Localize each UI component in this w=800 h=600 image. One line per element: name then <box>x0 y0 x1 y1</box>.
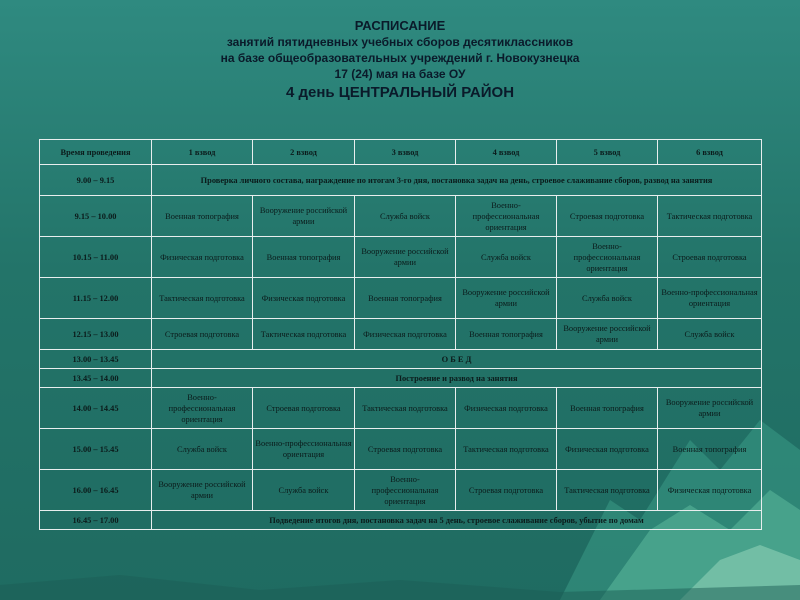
lesson-cell: Физическая подготовка <box>456 388 557 429</box>
lesson-cell: Вооружение российской армии <box>557 319 658 350</box>
lesson-cell: Строевая подготовка <box>557 196 658 237</box>
lesson-cell: Тактическая подготовка <box>253 319 355 350</box>
header-platoon-6: 6 взвод <box>658 140 762 165</box>
table-header-row <box>40 140 762 165</box>
header-platoon-2: 2 взвод <box>253 140 355 165</box>
table-row <box>40 278 762 319</box>
lesson-cell: Служба войск <box>557 278 658 319</box>
lesson-cell: Военная топография <box>253 237 355 278</box>
lesson-cell: Служба войск <box>456 237 557 278</box>
lesson-cell: Физическая подготовка <box>557 429 658 470</box>
lesson-cell: Вооружение российской армии <box>355 237 456 278</box>
lesson-cell: Строевая подготовка <box>355 429 456 470</box>
lesson-cell: Служба войск <box>658 319 762 350</box>
time-cell: 16.45 – 17.00 <box>40 511 152 530</box>
table-row <box>40 319 762 350</box>
lesson-cell: Военная топография <box>152 196 253 237</box>
header-platoon-3: 3 взвод <box>355 140 456 165</box>
time-cell: 11.15 – 12.00 <box>40 278 152 319</box>
lesson-cell: Физическая подготовка <box>658 470 762 511</box>
lesson-cell: Физическая подготовка <box>355 319 456 350</box>
table-row <box>40 350 762 369</box>
lesson-cell: Военно-профессиональная ориентация <box>557 237 658 278</box>
header-platoon-5: 5 взвод <box>557 140 658 165</box>
lesson-cell: Вооружение российской армии <box>658 388 762 429</box>
lesson-cell: Военно-профессиональная ориентация <box>355 470 456 511</box>
title-day-district: 4 день ЦЕНТРАЛЬНЫЙ РАЙОН <box>285 84 515 101</box>
lesson-cell: Вооружение российской армии <box>253 196 355 237</box>
lesson-cell: Тактическая подготовка <box>152 278 253 319</box>
time-cell: 9.00 – 9.15 <box>40 165 152 196</box>
title-location: на базе общеобразовательных учреждений г. Новокузнецка <box>220 51 580 65</box>
table-row <box>40 237 762 278</box>
table-row <box>40 196 762 237</box>
lesson-cell: Вооружение российской армии <box>152 470 253 511</box>
table-row <box>40 470 762 511</box>
lesson-cell: Строевая подготовка <box>456 470 557 511</box>
table-row <box>40 511 762 530</box>
lesson-cell: Служба войск <box>152 429 253 470</box>
time-cell: 16.00 – 16.45 <box>40 470 152 511</box>
lesson-cell: Строевая подготовка <box>152 319 253 350</box>
row-event-cell: Проверка личного состава, награждение по итогам 3-го дня, постановка задач на день, строевое слаживание сборов, развод на занятия <box>152 165 762 196</box>
table-row <box>40 165 762 196</box>
lesson-cell: Служба войск <box>355 196 456 237</box>
lesson-cell: Физическая подготовка <box>152 237 253 278</box>
lesson-cell: Строевая подготовка <box>658 237 762 278</box>
table-row <box>40 388 762 429</box>
lesson-cell: Военная топография <box>456 319 557 350</box>
time-cell: 13.45 – 14.00 <box>40 369 152 388</box>
lesson-cell: Строевая подготовка <box>253 388 355 429</box>
header-platoon-4: 4 взвод <box>456 140 557 165</box>
lesson-cell: Тактическая подготовка <box>456 429 557 470</box>
schedule-table <box>39 139 762 530</box>
time-cell: 10.15 – 11.00 <box>40 237 152 278</box>
lesson-cell: Служба войск <box>253 470 355 511</box>
lesson-cell: Военно-профессиональная ориентация <box>152 388 253 429</box>
lesson-cell: Военная топография <box>557 388 658 429</box>
time-cell: 13.00 – 13.45 <box>40 350 152 369</box>
title-block <box>0 18 800 103</box>
lesson-cell: Военная топография <box>658 429 762 470</box>
lesson-cell: Военно-профессиональная ориентация <box>658 278 762 319</box>
lesson-cell: Физическая подготовка <box>253 278 355 319</box>
table-row <box>40 429 762 470</box>
row-event-cell: Подведение итогов дня, постановка задач на 5 день, строевое слаживание сборов, убытие по домам <box>152 511 762 530</box>
row-event-cell: О Б Е Д <box>152 350 762 369</box>
lesson-cell: Вооружение российской армии <box>456 278 557 319</box>
time-cell: 12.15 – 13.00 <box>40 319 152 350</box>
table-row <box>40 369 762 388</box>
row-event-cell: Построение и развод на занятия <box>152 369 762 388</box>
lesson-cell: Тактическая подготовка <box>355 388 456 429</box>
lesson-cell: Тактическая подготовка <box>557 470 658 511</box>
lesson-cell: Тактическая подготовка <box>658 196 762 237</box>
lesson-cell: Военная топография <box>355 278 456 319</box>
lesson-cell: Военно-профессиональная ориентация <box>253 429 355 470</box>
header-time: Время проведения <box>40 140 152 165</box>
title-schedule: РАСПИСАНИЕ <box>354 18 446 33</box>
lesson-cell: Военно-профессиональная ориентация <box>456 196 557 237</box>
time-cell: 15.00 – 15.45 <box>40 429 152 470</box>
time-cell: 9.15 – 10.00 <box>40 196 152 237</box>
title-date: 17 (24) мая на базе ОУ <box>334 67 466 81</box>
title-subtitle: занятий пятидневных учебных сборов десятиклассников <box>226 35 574 49</box>
time-cell: 14.00 – 14.45 <box>40 388 152 429</box>
header-platoon-1: 1 взвод <box>152 140 253 165</box>
